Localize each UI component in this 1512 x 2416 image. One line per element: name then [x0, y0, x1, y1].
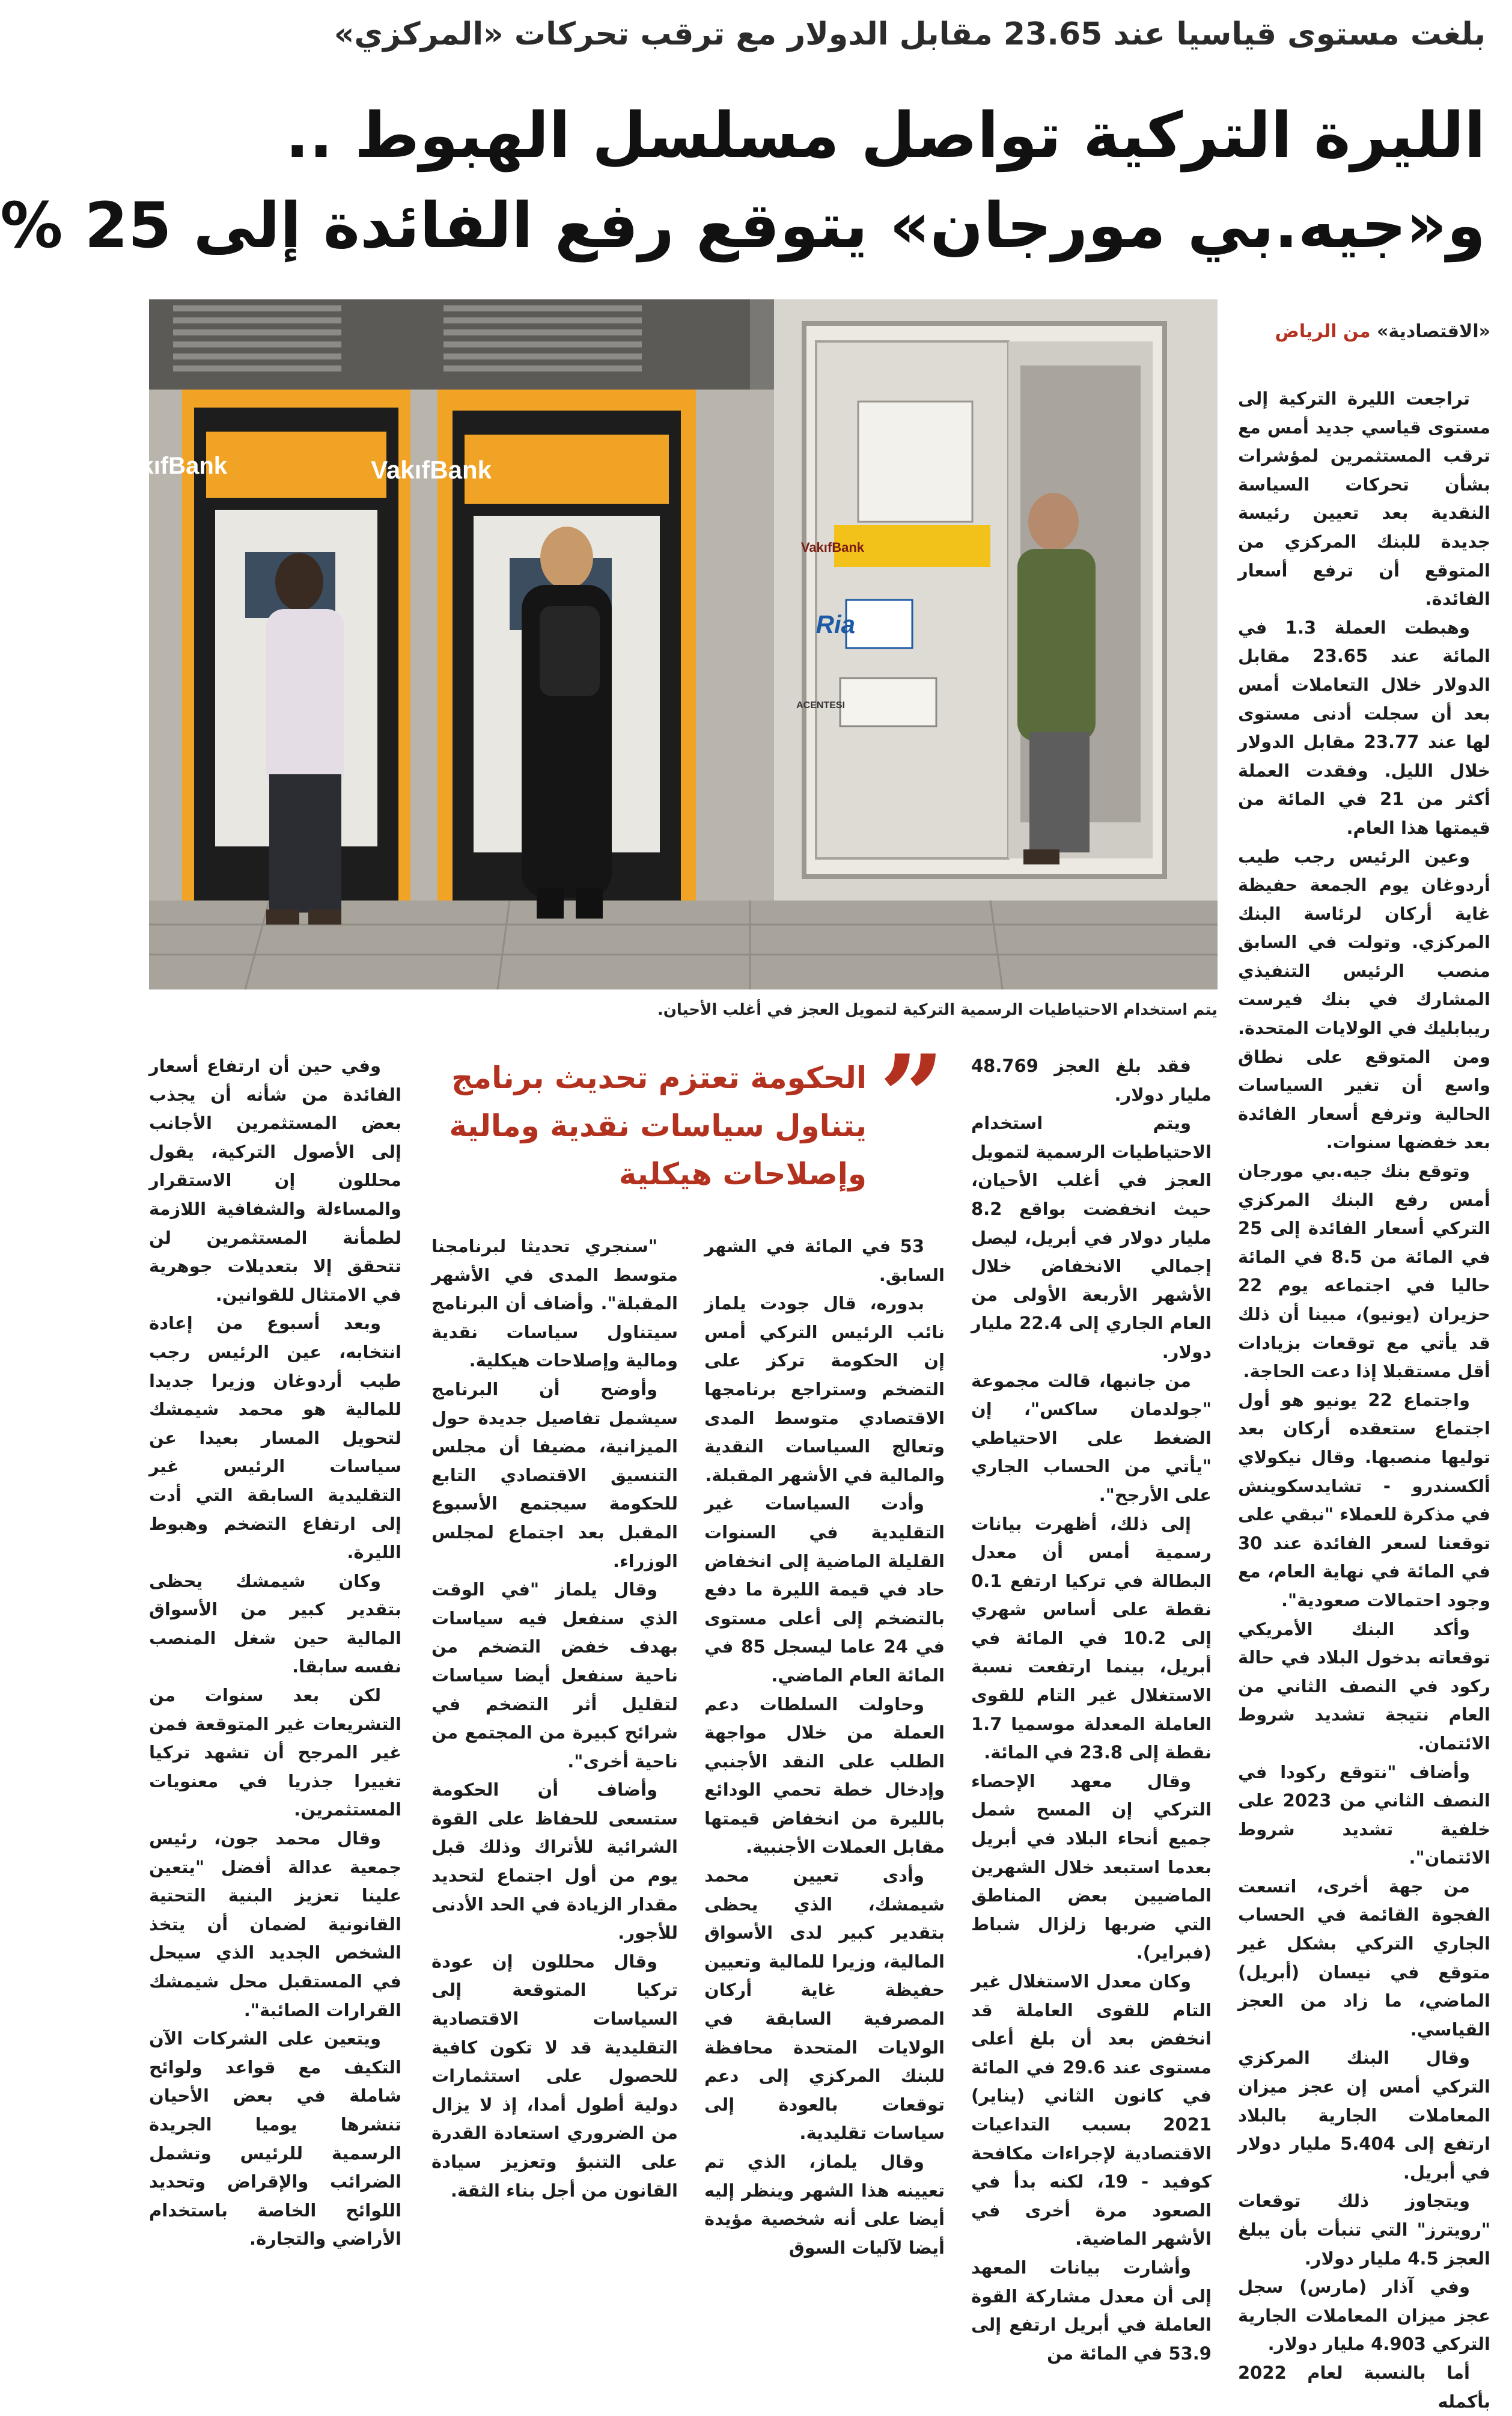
paragraph: وعين الرئيس رجب طيب أردوغان يوم الجمعة حفيظة غاية أركان لرئاسة البنك المركزي. وتولت في السابق منصب الرئيس التنفيذي المشارك في بنك فيرست ريبابليك في الولايات المتحدة. ومن المتوقع على نطاق واسع أن تغير السياسات الحالية وترفع أسعار الفائدة بعد خفضها سنوات. [1238, 846, 1490, 1153]
photo-caption: يتم استخدام الاحتياطيات الرسمية التركية لتمويل العجز في أغلب الأحيان. [657, 1001, 1218, 1019]
article-column-4 [431, 1232, 678, 2201]
paragraph: أما بالنسبة لعام 2022 بأكمله [1238, 2362, 1490, 2412]
door-sign-vakifbank: VakıfBank [800, 540, 864, 555]
paragraph: 53 في المائة في الشهر السابق. [704, 1236, 945, 1285]
paragraph: تراجعت الليرة التركية إلى مستوى قياسي جديد أمس مع ترقب المستثمرين لمؤشرات بشأن تحركات السياسة النقدية بعد تعيين رئيسة جديدة للبنك المركزي من المتوقع أن ترفع أسعار الفائدة. [1238, 388, 1490, 610]
article-column-5 [149, 1052, 401, 2249]
article-kicker: بلغت مستوى قياسيا عند 23.65 مقابل الدولار مع ترقب تحركات «المركزي» [334, 16, 1486, 52]
paragraph: وبعد أسبوع من إعادة انتخابه، عين الرئيس رجب طيب أردوغان وزيرا جديدا للمالية هو محمد شيمشك لتحويل المسار بعيدا عن سياسات الرئيس غير التقليدية السابقة التي أدت إلى ارتفاع التضخم وهبوط الليرة. [149, 1313, 401, 1563]
byline-source: «الاقتصادية» [1370, 321, 1490, 342]
atm-2-logo: VakıfBank [371, 456, 492, 484]
paragraph: وحاولت السلطات دعم العملة من خلال مواجهة الطلب على النقد الأجنبي وإدخال خطة تحمي الودائع بالليرة من انخفاض قيمتها مقابل العملات الأجنبية. [704, 1693, 945, 1858]
paragraph: واجتماع 22 يونيو هو أول اجتماع ستعقده أركان بعد توليها منصبها. وقال نيكولاي ألكسندرو - تشايدسكوينش في مذكرة للعملاء "نبقي على توقعنا لسعر الفائدة عند 30 في المائة في نهاية العام، مع وجود احتمالات صعودية". [1238, 1389, 1490, 1610]
ria-sign: Ria [815, 610, 855, 638]
quote-mark-icon: ” [879, 1030, 945, 1164]
paragraph: وأوضح أن البرنامج سيشمل تفاصيل جديدة حول الميزانية، مضيفا أن مجلس التنسيق الاقتصادي التابع للحكومة سيجتمع الأسبوع المقبل بعد اجتماع لمجلس الوزراء. [431, 1378, 678, 1571]
paragraph: وقال يلماز "في الوقت الذي سنفعل فيه سياسات بهدف خفض التضخم من ناحية سنفعل أيضا سياسات لتقليل أثر التضخم في شرائح كبيرة من المجتمع من ناحية أخرى". [431, 1579, 678, 1772]
paragraph: بدوره، قال جودت يلماز نائب الرئيس التركي أمس إن الحكومة تركز على التضخم وستراجع برنامجها الاقتصادي متوسط المدى وتعالج السياسات النقدية والمالية في الأشهر المقبلة. [704, 1293, 945, 1485]
paragraph: لكن بعد سنوات من التشريعات غير المتوقعة فمن غير المرجح أن تشهد تركيا تغييرا جذريا في معنويات المستثمرين. [149, 1685, 401, 1820]
paragraph: وقال معهد الإحصاء التركي إن المسح شمل جميع أنحاء البلاد في أبريل بعدما استبعد خلال الشهرين الماضيين بعض المناطق التي ضربها زلزال شباط (فبراير). [971, 1770, 1212, 1963]
paragraph: وقال محمد جون، رئيس جمعية عدالة أفضل "يتعين علينا تعزيز البنية التحتية القانونية لضمان أن يتخذ الشخص الجديد الذي سيحل في المستقبل محل شيمشك القرارات الصائبة". [149, 1828, 401, 2020]
paragraph: ويتجاوز ذلك توقعات "رويترز" التي تنبأت بأن يبلغ العجز 4.5 مليار دولار. [1238, 2191, 1490, 2269]
headline-line-1: الليرة التركية تواصل مسلسل الهبوط .. [285, 99, 1486, 172]
pull-quote-text: الحكومة تعتزم تحديث برنامج يتناول سياسات نقدية ومالية وإصلاحات هيكلية [449, 1060, 867, 1191]
article-column-3 [704, 1232, 945, 2258]
paragraph: وقال البنك المركزي التركي أمس إن عجز ميزان المعاملات الجارية بالبلاد ارتفع إلى 5.404 مليار دولار في أبريل. [1238, 2047, 1490, 2183]
paragraph: وفي حين أن ارتفاع أسعار الفائدة من شأنه أن يجذب بعض المستثمرين الأجانب إلى الأصول التركية، يقول محللون إن الاستقرار والمساءلة والشفافية اللازمة لطمأنة المستثمرين لن تتحقق إلا بتعديلات جوهرية في الامتثال للقوانين. [149, 1056, 401, 1305]
paragraph: وتوقع بنك جيه.بي مورجان أمس رفع البنك المركزي التركي أسعار الفائدة إلى 25 في المائة من 8.5 في المائة حاليا في اجتماعه يوم 22 حزيران (يونيو)، مبينا أن ذلك قد يأتي مع توقعات بزيادات أقل مستقبلا إذا دعت الحاجة. [1238, 1161, 1490, 1382]
article-photo [112, 299, 1218, 989]
paragraph: ويتم استخدام الاحتياطيات الرسمية لتمويل العجز في أغلب الأحيان، حيث انخفضت بواقع 8.2 مليار دولار في أبريل، ليصل إجمالي الانخفاض خلال الأشهر الأربعة الأولى من العام الجاري إلى 22.4 مليار دولار. [971, 1113, 1212, 1362]
paragraph: وقال يلماز، الذي تم تعيينه هذا الشهر وينظر إليه أيضا على أنه شخصية مؤيدة أيضا لآليات السوق [704, 2151, 945, 2258]
paragraph: وكان شيمشك يحظى بتقدير كبير من الأسواق المالية حين شغل المنصب نفسه سابقا. [149, 1570, 401, 1677]
article-column-2 [971, 1052, 1212, 2364]
paragraph: وهبطت العملة 1.3 في المائة عند 23.65 مقابل الدولار خلال التعاملات أمس بعد أن سجلت أدنى مستوى لها عند 23.77 مقابل الدولار خلال الليل. وفقدت العملة أكثر من 21 في المائة من قيمتها هذا العام. [1238, 617, 1490, 838]
paragraph: وكان معدل الاستغلال غير التام للقوى العاملة قد انخفض بعد أن بلغ أعلى مستوى عند 29.6 في المائة في كانون الثاني (يناير) 2021 بسبب التداعيات الاقتصادية لإجراءات مكافحة كوفيد - 19، لكنه بدأ في الصعود مرة أخرى في الأشهر الماضية. [971, 1971, 1212, 2249]
byline-location: من الرياض [1275, 321, 1371, 342]
article-column-1 [1238, 385, 1490, 2412]
paragraph: وأضاف أن الحكومة ستسعى للحفاظ على القوة الشرائية للأتراك وذلك قبل يوم من أول اجتماع لتحديد مقدار الزيادة في الحد الأدنى للأجور. [431, 1779, 678, 1944]
paragraph: "سنجري تحديثا لبرنامجنا متوسط المدى في الأشهر المقبلة". وأضاف أن البرنامج سيتناول سياسات نقدية ومالية وإصلاحات هيكلية. [431, 1236, 678, 1371]
paragraph: وأضاف "نتوقع ركودا في النصف الثاني من 2023 على خلفية تشديد شروط الائتمان". [1238, 1761, 1490, 1868]
paragraph: وأدى تعيين محمد شيمشك، الذي يحظى بتقدير كبير لدى الأسواق المالية، وزيرا للمالية وتعيين حفيظة غاية أركان المصرفية السابقة في الولايات المتحدة محافظة للبنك المركزي إلى دعم توقعات بالعودة إلى سياسات تقليدية. [704, 1865, 945, 2144]
paragraph: وأشارت بيانات المعهد إلى أن معدل مشاركة القوة العاملة في أبريل ارتفع إلى 53.9 في المائة من [971, 2257, 1212, 2364]
paragraph: من جهة أخرى، اتسعت الفجوة القائمة في الحساب الجاري التركي بشكل غير متوقع في نيسان (أبريل) الماضي، ما زاد من العجز القياسي. [1238, 1876, 1490, 2040]
atm-1-logo: VakıfBank [112, 453, 227, 479]
paragraph: ويتعين على الشركات الآن التكيف مع قواعد ولوائح شاملة في بعض الأحيان تنشرها يوميا الجريدة الرسمية للرئيس وتشمل الضرائب والإقراض وتحديد اللوائح الخاصة باستخدام الأراضي والتجارة. [149, 2028, 401, 2249]
pull-quote [431, 1030, 945, 1217]
paragraph: وفي آذار (مارس) سجل عجز ميزان المعاملات الجارية التركي 4.903 مليار دولار. [1238, 2277, 1490, 2355]
paragraph: من جانبها، قالت مجموعة "جولدمان ساكس"، إن الضغط على الاحتياطي "يأتي من الحساب الجاري على الأرجح". [971, 1370, 1212, 1505]
paragraph: فقد بلغ العجز 48.769 مليار دولار. [971, 1056, 1212, 1105]
paragraph: وقال محللون إن عودة تركيا المتوقعة إلى السياسات الاقتصادية التقليدية قد لا تكون كافية للحصول على استثمارات دولية أطول أمدا، إذ لا يزال من الضروري استعادة القدرة على التنبؤ وتعزيز سيادة القانون من أجل بناء الثقة. [431, 1951, 678, 2201]
byline [1244, 319, 1490, 345]
acentesi-sign: ACENTESI [796, 700, 845, 711]
headline-line-2: و«جيه.بي مورجان» يتوقع رفع الفائدة إلى 25 % [0, 189, 1486, 262]
paragraph: وأدت السياسات غير التقليدية في السنوات القليلة الماضية إلى انخفاض حاد في قيمة الليرة ما دفع بالتضخم إلى أعلى مستوى في 24 عاما ليسجل 85 في المائة العام الماضي. [704, 1493, 945, 1686]
paragraph: وأكد البنك الأمريكي توقعاته بدخول البلاد في حالة ركود في النصف الثاني من العام نتيجة تشديد شروط الائتمان. [1238, 1618, 1490, 1754]
article-headline [0, 90, 1486, 271]
paragraph: إلى ذلك، أظهرت بيانات رسمية أمس أن معدل البطالة في تركيا ارتفع 0.1 نقطة على أساس شهري إلى 10.2 في المائة في أبريل، بينما ارتفعت نسبة الاستغلال غير التام للقوى العاملة المعدلة موسميا 1.7 نقطة إلى 23.8 في المائة. [971, 1513, 1212, 1763]
